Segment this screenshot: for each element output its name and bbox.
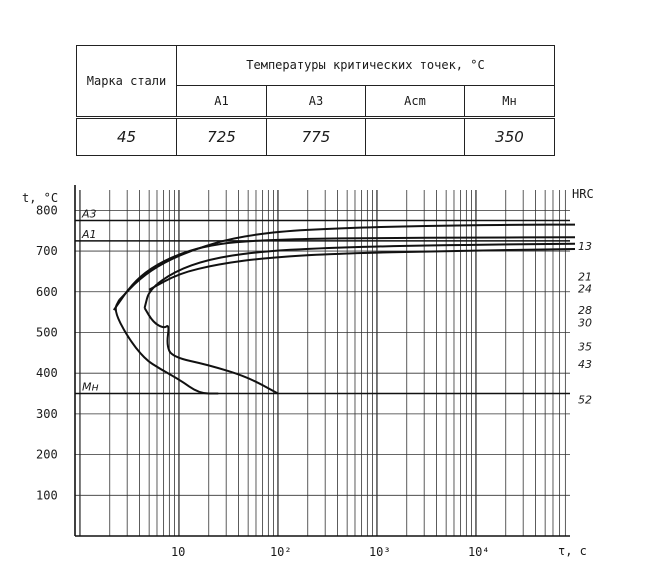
hrc-label: HRC: [572, 187, 594, 201]
col-mn-header: Mн: [465, 85, 555, 117]
hrc-value-label: 21: [578, 270, 592, 284]
critical-line-label-0: A3: [82, 207, 97, 221]
cell-a3: 775: [267, 118, 366, 156]
y-tick-label: 300: [36, 406, 58, 421]
critical-points-table: [76, 45, 555, 156]
critical-line-label-2: Mн: [82, 380, 99, 394]
y-axis-label: t, °C: [22, 191, 59, 205]
critical-temperatures-header: Температуры критических точек, °C: [177, 46, 555, 86]
curve-4: [145, 308, 278, 394]
cell-acm: [366, 118, 465, 156]
cell-a1: 725: [177, 118, 267, 156]
ttt-diagram: [0, 180, 651, 577]
x-tick-label: 10: [170, 545, 186, 559]
hrc-value-label: 24: [578, 282, 592, 296]
x-axis-label: τ, c: [558, 544, 587, 558]
col-a3-header: A3: [267, 85, 366, 117]
hrc-value-label: 52: [578, 393, 592, 407]
hrc-value-label: 13: [578, 240, 592, 254]
curve-5: [149, 249, 575, 290]
col-acm-header: Acm: [366, 85, 465, 117]
y-tick-label: 800: [36, 203, 58, 218]
y-tick-label: 400: [36, 366, 58, 381]
hrc-value-label: 28: [578, 304, 592, 318]
y-tick-label: 100: [36, 488, 58, 503]
y-tick-label: 200: [36, 447, 58, 462]
grade-header: Марка стали: [77, 46, 177, 118]
y-tick-label: 500: [36, 325, 58, 340]
x-tick-label: 10³: [368, 545, 391, 559]
y-tick-label: 700: [36, 244, 58, 259]
x-tick-label: 10⁴: [467, 545, 490, 559]
col-a1-header: A1: [177, 85, 267, 117]
critical-line-label-1: A1: [82, 227, 97, 241]
y-tick-label: 600: [36, 284, 58, 299]
hrc-value-label: 35: [578, 340, 592, 354]
cell-mn: 350: [465, 118, 555, 156]
x-tick-label: 10²: [269, 545, 292, 559]
hrc-value-label: 30: [578, 316, 592, 330]
hrc-value-label: 43: [578, 357, 592, 371]
cell-grade: 45: [77, 118, 177, 156]
